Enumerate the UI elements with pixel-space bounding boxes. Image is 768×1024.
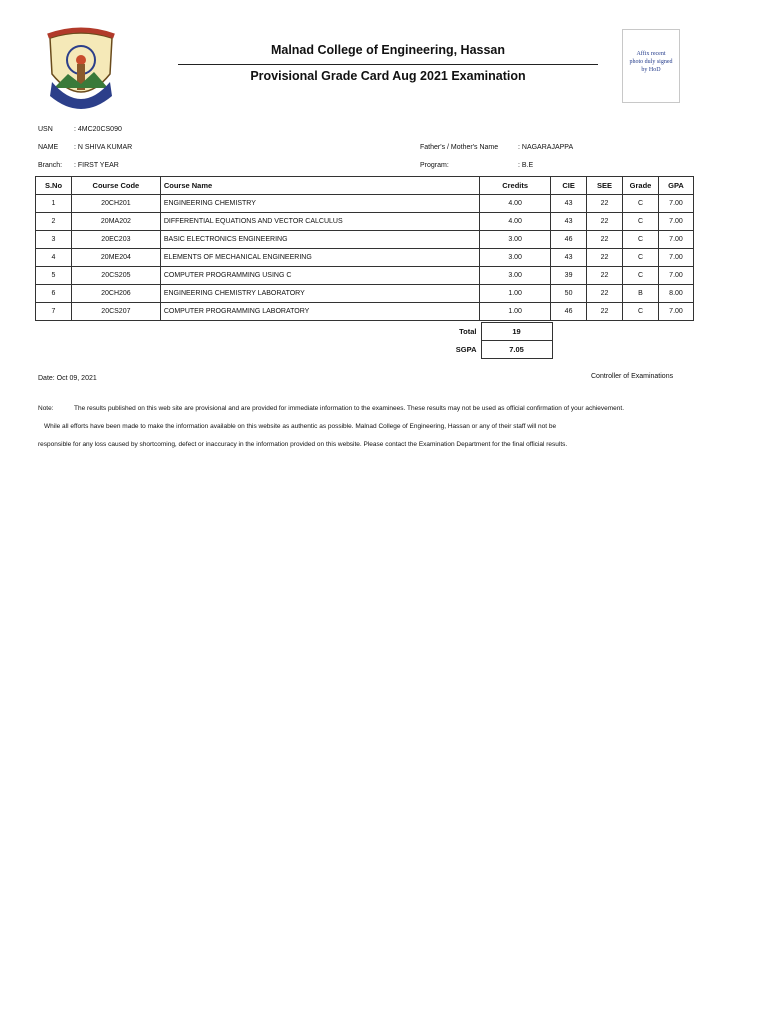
cell-see: 22 xyxy=(587,231,623,249)
cell-credits: 4.00 xyxy=(480,213,551,231)
cell-grade: C xyxy=(623,213,659,231)
cell-gpa: 7.00 xyxy=(658,213,693,231)
table-row xyxy=(36,195,694,213)
program-value: : B.E xyxy=(518,162,534,169)
table-row xyxy=(36,213,694,231)
cell-see: 22 xyxy=(587,213,623,231)
header-course-name: Course Name xyxy=(160,177,479,195)
cell-sno: 6 xyxy=(36,285,72,303)
cell-see: 22 xyxy=(587,195,623,213)
usn-label: USN xyxy=(38,126,53,133)
sgpa-value: 7.05 xyxy=(481,341,552,359)
total-row xyxy=(35,323,552,341)
sgpa-label: SGPA xyxy=(455,345,477,354)
cell-grade: B xyxy=(623,285,659,303)
note-line-2: While all efforts have been made to make the information available on this website as authentic as possible. Malnad College of Engineering, Hassan or any of their staff will not be xyxy=(44,423,557,430)
grades-table xyxy=(35,176,694,321)
photo-box xyxy=(622,29,680,103)
cell-credits: 4.00 xyxy=(480,195,551,213)
cell-gpa: 7.00 xyxy=(658,249,693,267)
header-grade: Grade xyxy=(623,177,659,195)
cell-grade: C xyxy=(623,195,659,213)
header-sno: S.No xyxy=(36,177,72,195)
cell-sno: 7 xyxy=(36,303,72,321)
cell-course-name: BASIC ELECTRONICS ENGINEERING xyxy=(160,231,479,249)
cell-course-code: 20CS207 xyxy=(71,303,160,321)
summary-table xyxy=(35,322,553,359)
cell-course-name: ENGINEERING CHEMISTRY LABORATORY xyxy=(160,285,479,303)
cell-credits: 1.00 xyxy=(480,285,551,303)
cell-credits: 3.00 xyxy=(480,249,551,267)
cell-cie: 43 xyxy=(551,195,587,213)
table-row xyxy=(36,249,694,267)
cell-grade: C xyxy=(623,303,659,321)
branch-label: Branch: xyxy=(38,162,63,169)
cell-sno: 1 xyxy=(36,195,72,213)
cell-cie: 43 xyxy=(551,213,587,231)
header-see: SEE xyxy=(587,177,623,195)
cell-cie: 50 xyxy=(551,285,587,303)
cell-see: 22 xyxy=(587,249,623,267)
note-line-1: The results published on this web site are provisional and are provided for immediate information to the examinees. These results may not be used as official confirmation of your achievement. xyxy=(74,405,625,412)
header-course-code: Course Code xyxy=(71,177,160,195)
photo-box-line-3: by HoD xyxy=(641,67,661,73)
header-cie: CIE xyxy=(551,177,587,195)
table-row xyxy=(36,267,694,285)
cell-credits: 3.00 xyxy=(480,267,551,285)
grade-card-title: Provisional Grade Card Aug 2021 Examination xyxy=(250,69,526,83)
cell-course-code: 20CH201 xyxy=(71,195,160,213)
cell-gpa: 7.00 xyxy=(658,195,693,213)
table-row xyxy=(36,285,694,303)
total-label: Total xyxy=(459,327,477,336)
cell-gpa: 7.00 xyxy=(658,231,693,249)
cell-cie: 46 xyxy=(551,231,587,249)
issue-date: Date: Oct 09, 2021 xyxy=(38,375,97,382)
cell-course-code: 20CS205 xyxy=(71,267,160,285)
header-divider xyxy=(178,64,598,65)
photo-box-line-1: Affix recent xyxy=(636,51,666,57)
cell-sno: 2 xyxy=(36,213,72,231)
cell-cie: 39 xyxy=(551,267,587,285)
college-name: Malnad College of Engineering, Hassan xyxy=(270,43,506,57)
cell-course-code: 20EC203 xyxy=(71,231,160,249)
college-logo xyxy=(38,26,124,112)
cell-credits: 3.00 xyxy=(480,231,551,249)
table-row xyxy=(36,303,694,321)
branch-value: : FIRST YEAR xyxy=(74,162,119,169)
parent-label: Father's / Mother's Name xyxy=(420,144,499,151)
name-label: NAME xyxy=(38,144,59,151)
cell-cie: 46 xyxy=(551,303,587,321)
cell-see: 22 xyxy=(587,267,623,285)
cell-see: 22 xyxy=(587,285,623,303)
cell-cie: 43 xyxy=(551,249,587,267)
cell-credits: 1.00 xyxy=(480,303,551,321)
sgpa-row xyxy=(35,341,552,359)
table-header-row xyxy=(36,177,694,195)
note-line-3: responsible for any loss caused by shortcoming, defect or inaccuracy in the information provided on this website. Please contact the Examination Department for the final official results. xyxy=(38,441,568,448)
cell-course-name: ENGINEERING CHEMISTRY xyxy=(160,195,479,213)
header-gpa: GPA xyxy=(658,177,693,195)
cell-grade: C xyxy=(623,267,659,285)
cell-gpa: 7.00 xyxy=(658,267,693,285)
cell-sno: 3 xyxy=(36,231,72,249)
cell-course-code: 20ME204 xyxy=(71,249,160,267)
cell-course-code: 20MA202 xyxy=(71,213,160,231)
cell-grade: C xyxy=(623,249,659,267)
cell-course-name: COMPUTER PROGRAMMING LABORATORY xyxy=(160,303,479,321)
cell-sno: 5 xyxy=(36,267,72,285)
program-label: Program: xyxy=(420,162,449,169)
cell-course-name: ELEMENTS OF MECHANICAL ENGINEERING xyxy=(160,249,479,267)
name-value: : N SHIVA KUMAR xyxy=(74,144,133,151)
photo-box-line-2: photo duly signed xyxy=(629,59,673,65)
cell-see: 22 xyxy=(587,303,623,321)
controller-label: Controller of Examinations xyxy=(591,373,674,380)
cell-course-name: COMPUTER PROGRAMMING USING C xyxy=(160,267,479,285)
cell-gpa: 7.00 xyxy=(658,303,693,321)
note-label: Note: xyxy=(38,405,54,412)
cell-course-code: 20CH206 xyxy=(71,285,160,303)
cell-sno: 4 xyxy=(36,249,72,267)
parent-value: : NAGARAJAPPA xyxy=(518,144,574,151)
total-credits: 19 xyxy=(481,323,552,341)
table-row xyxy=(36,231,694,249)
cell-gpa: 8.00 xyxy=(658,285,693,303)
usn-value: : 4MC20CS090 xyxy=(74,126,122,133)
cell-course-name: DIFFERENTIAL EQUATIONS AND VECTOR CALCULUS xyxy=(160,213,479,231)
header-credits: Credits xyxy=(480,177,551,195)
cell-grade: C xyxy=(623,231,659,249)
